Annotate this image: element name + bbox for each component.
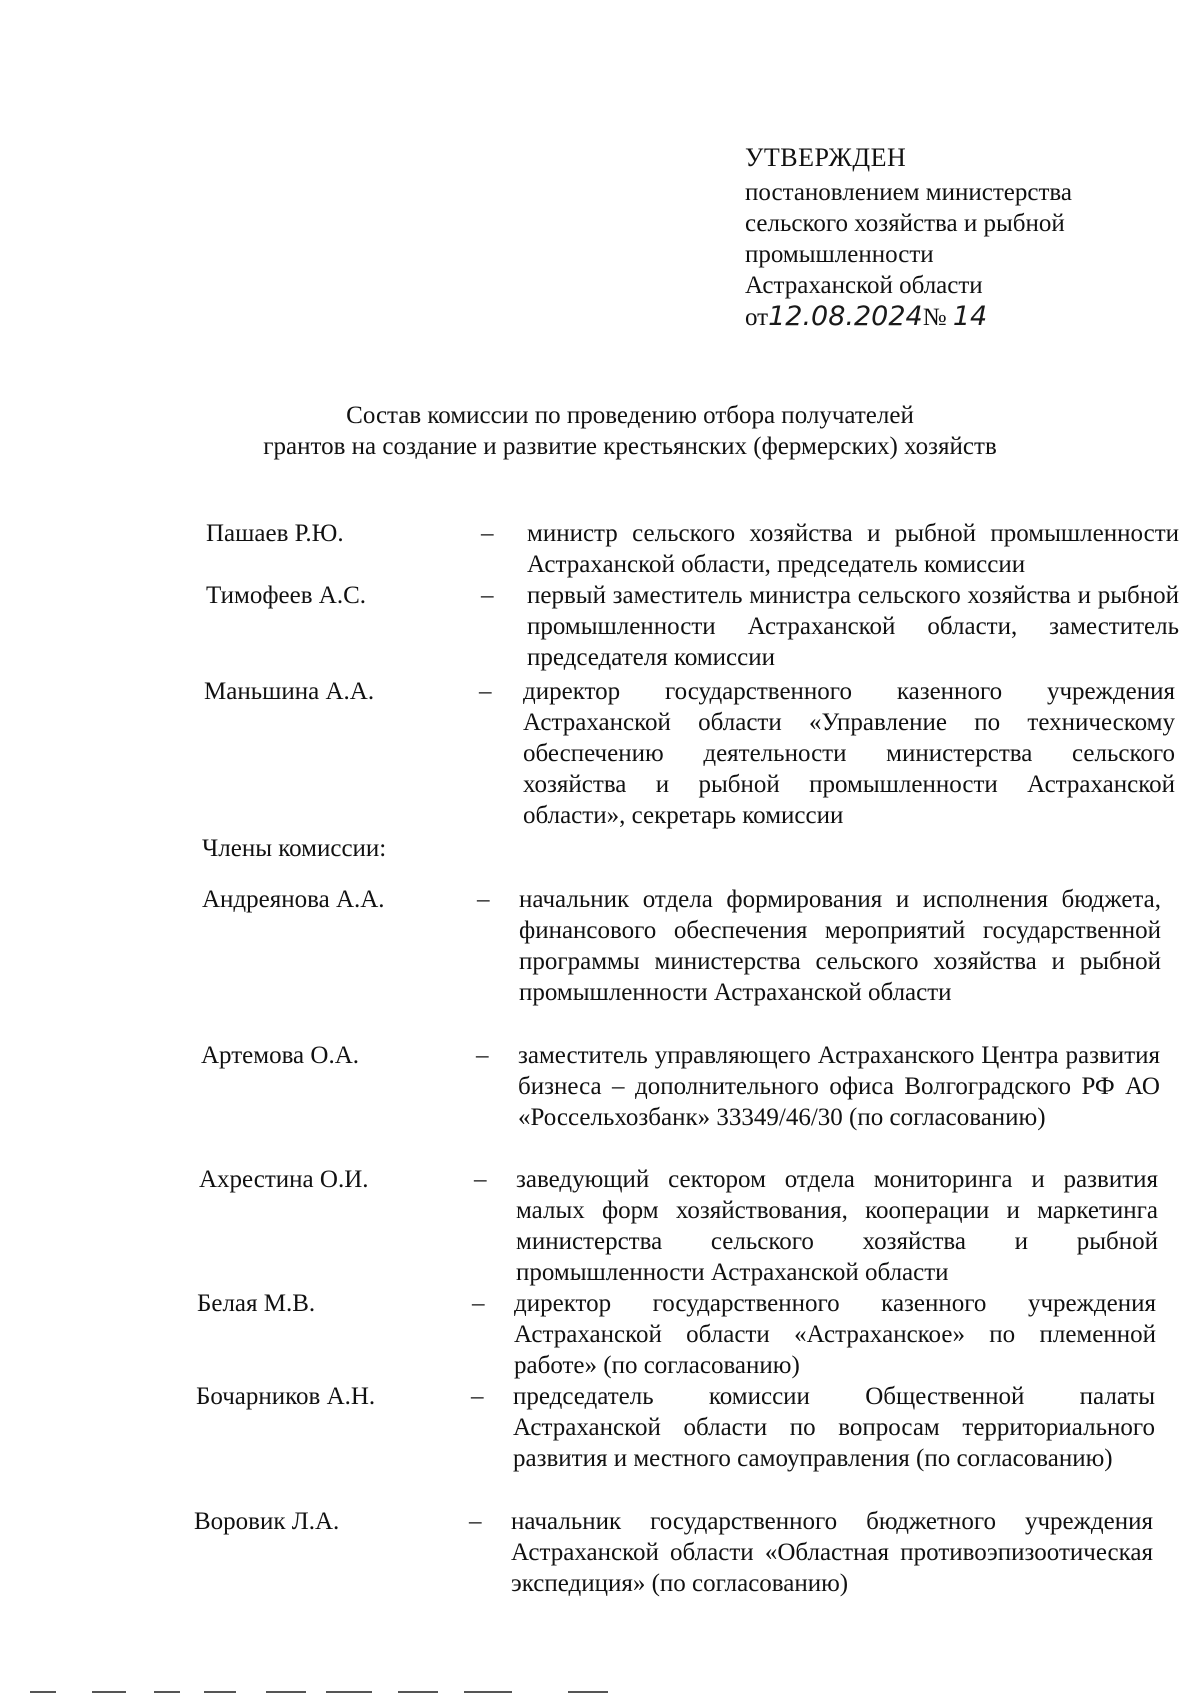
member-name: Бочарников А.Н. [196, 1383, 376, 1410]
member-name: Маньшина А.А. [204, 678, 375, 705]
member-role: министр сельского хозяйства и рыбной промышленности Астраханской области, председатель комиссии [527, 520, 1179, 578]
member-role: директор государственного казенного учреждения Астраханской области «Астраханское» по племенной работе» (по согласованию) [514, 1290, 1156, 1379]
handwritten-number: 14 [952, 301, 988, 332]
approval-title: УТВЕРЖДЕН [745, 143, 907, 172]
number-prefix: № [922, 304, 947, 331]
heading-line: Состав комиссии по проведению отбора получателей [346, 402, 914, 429]
approval-line: сельского хозяйства и рыбной [745, 210, 1065, 237]
member-role: заведующий сектором отдела мониторинга и развития малых форм хозяйствования, кооперации и маркетинга министерства сельского хозяйства и рыбной промышленности Астраханской области [516, 1166, 1158, 1286]
member-name: Пашаев Р.Ю. [206, 520, 344, 547]
dash: – [481, 582, 494, 609]
document-heading [200, 400, 1060, 462]
approval-line: Астраханской области [745, 272, 983, 299]
member-name: Воровик Л.А. [194, 1508, 340, 1535]
members-label: Члены комиссии: [202, 835, 387, 862]
dash: – [477, 886, 490, 913]
member-role: первый заместитель министра сельского хозяйства и рыбной промышленности Астраханской области, заместитель председателя комиссии [527, 582, 1179, 671]
approval-line: постановлением министерства [745, 179, 1072, 206]
member-name: Андреянова А.А. [202, 886, 385, 913]
dash: – [479, 678, 492, 705]
member-name: Белая М.В. [197, 1290, 316, 1317]
dash: – [481, 520, 494, 547]
dash: – [469, 1508, 482, 1535]
member-name: Тимофеев А.С. [206, 582, 367, 609]
handwritten-date: 12.08.2024 [768, 301, 923, 332]
approval-date-line [745, 301, 1072, 333]
member-role: директор государственного казенного учреждения Астраханской области «Управление по техническому обеспечению деятельности министерства сельского хозяйства и рыбной промышленности Астраханской области», секретарь комиссии [523, 678, 1175, 829]
member-name: Артемова О.А. [201, 1042, 359, 1069]
scan-edge-marks [0, 1690, 620, 1694]
member-role: начальник отдела формирования и исполнения бюджета, финансового обеспечения мероприятий государственной программы министерства сельского хозяйства и рыбной промышленности Астраханской области [519, 886, 1161, 1006]
heading-line: грантов на создание и развитие крестьянских (фермерских) хозяйств [263, 433, 997, 460]
approval-line: промышленности [745, 241, 934, 268]
dash: – [474, 1166, 487, 1193]
dash: – [476, 1042, 489, 1069]
dash: – [472, 1290, 485, 1317]
member-name: Ахрестина О.И. [199, 1166, 369, 1193]
member-role: председатель комиссии Общественной палаты Астраханской области по вопросам территориального развития и местного самоуправления (по согласованию) [513, 1383, 1155, 1472]
dash: – [471, 1383, 484, 1410]
member-role: заместитель управляющего Астраханского Центра развития бизнеса – дополнительного офиса Волгоградского РФ АО «Россельхозбанк» 33349/46/30 (по согласованию) [518, 1042, 1160, 1131]
date-prefix: от [745, 304, 769, 331]
member-role: начальник государственного бюджетного учреждения Астраханской области «Областная противоэпизоотическая экспедиция» (по согласованию) [511, 1508, 1153, 1597]
approval-block [745, 142, 1072, 333]
